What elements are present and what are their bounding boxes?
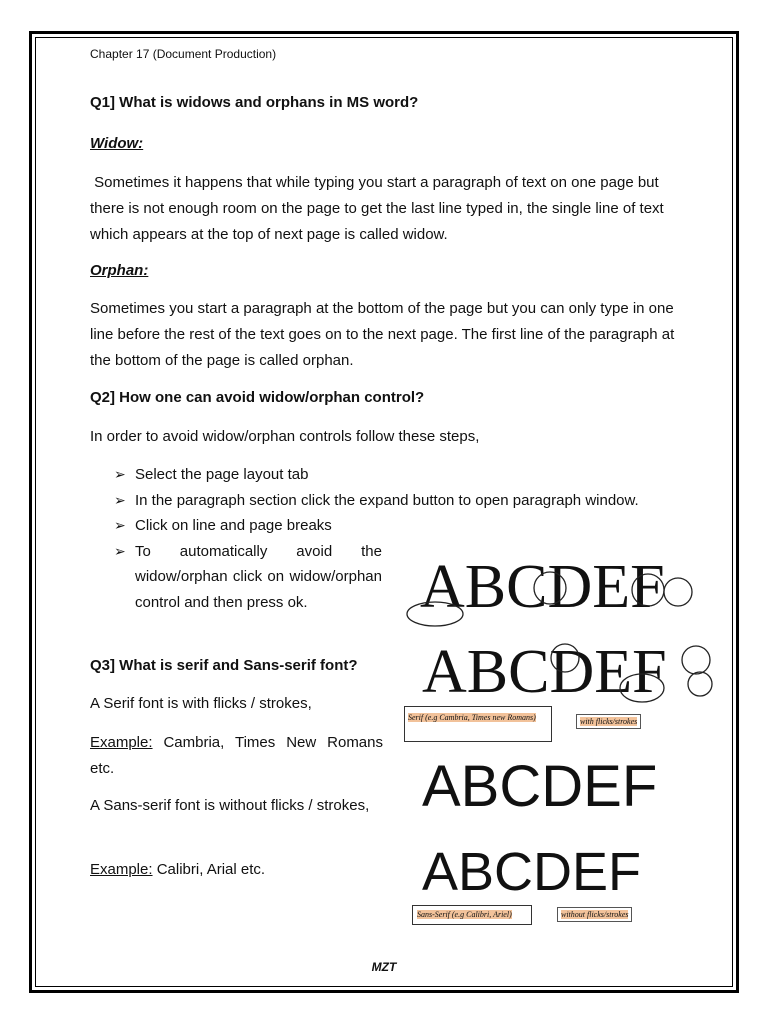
chapter-header: Chapter 17 (Document Production) (90, 47, 277, 61)
orphan-label: Orphan: (90, 262, 149, 279)
serif-flick-circles-1 (400, 560, 700, 640)
sans-caption-box: Sans-Serif (e.g Calibri, Ariel) (412, 905, 532, 925)
list-item: ➢ Click on line and page breaks (90, 513, 690, 539)
arrow-bullet-icon: ➢ (114, 491, 126, 508)
serif-example: Example: Cambria, Times New Romans etc. (90, 734, 388, 777)
arrow-bullet-icon: ➢ (114, 466, 126, 482)
q2-intro: In order to avoid widow/orphan controls follow these steps, (90, 428, 480, 445)
sans-sample-2: ABCDEF (422, 842, 642, 902)
serif-definition: A Serif font is with flicks / strokes, (90, 695, 312, 712)
sans-definition: A Sans-serif font is without flicks / strokes, (90, 797, 370, 814)
arrow-bullet-icon: ➢ (114, 542, 126, 559)
serif-sample-1: ABCDEF (420, 553, 665, 621)
serif-note-box: with flicks/strokes (576, 714, 641, 729)
footer-signature: MZT (371, 960, 397, 974)
q1-title: Q1] What is widows and orphans in MS word? (90, 94, 419, 111)
list-item: ➢ To automatically avoid the widow/orphan click on widow/orphan control and then press ok. (90, 539, 382, 616)
serif-caption-box: Serif (e.g Cambria, Times new Romans) (404, 706, 552, 742)
sans-sample-1: ABCDEF (422, 754, 658, 819)
q2-title: Q2] How one can avoid widow/orphan control? (90, 389, 425, 406)
orphan-paragraph: Sometimes you start a paragraph at the bottom of the page but you can only type in one line before the rest of the text goes on to the next page. The first line of the paragraph at the bottom of the page is called orphan. (90, 300, 675, 369)
serif-sample-2: ABCDEF (422, 638, 667, 706)
sans-example: Example: Calibri, Arial etc. (90, 861, 266, 878)
q3-title: Q3] What is serif and Sans-serif font? (90, 657, 358, 674)
list-item: ➢ Select the page layout tab (90, 462, 690, 488)
sans-note-box: without flicks/strokes (557, 907, 632, 922)
arrow-bullet-icon: ➢ (114, 517, 126, 533)
widow-paragraph: Sometimes it happens that while typing you start a paragraph of text on one page but there is not enough room on the page to get the last line typed in, the single line of text which appears at the top of next page is called widow. (90, 174, 668, 243)
widow-label: Widow: (90, 135, 144, 152)
list-item: ➢ In the paragraph section click the expand button to open paragraph window. (90, 488, 690, 514)
